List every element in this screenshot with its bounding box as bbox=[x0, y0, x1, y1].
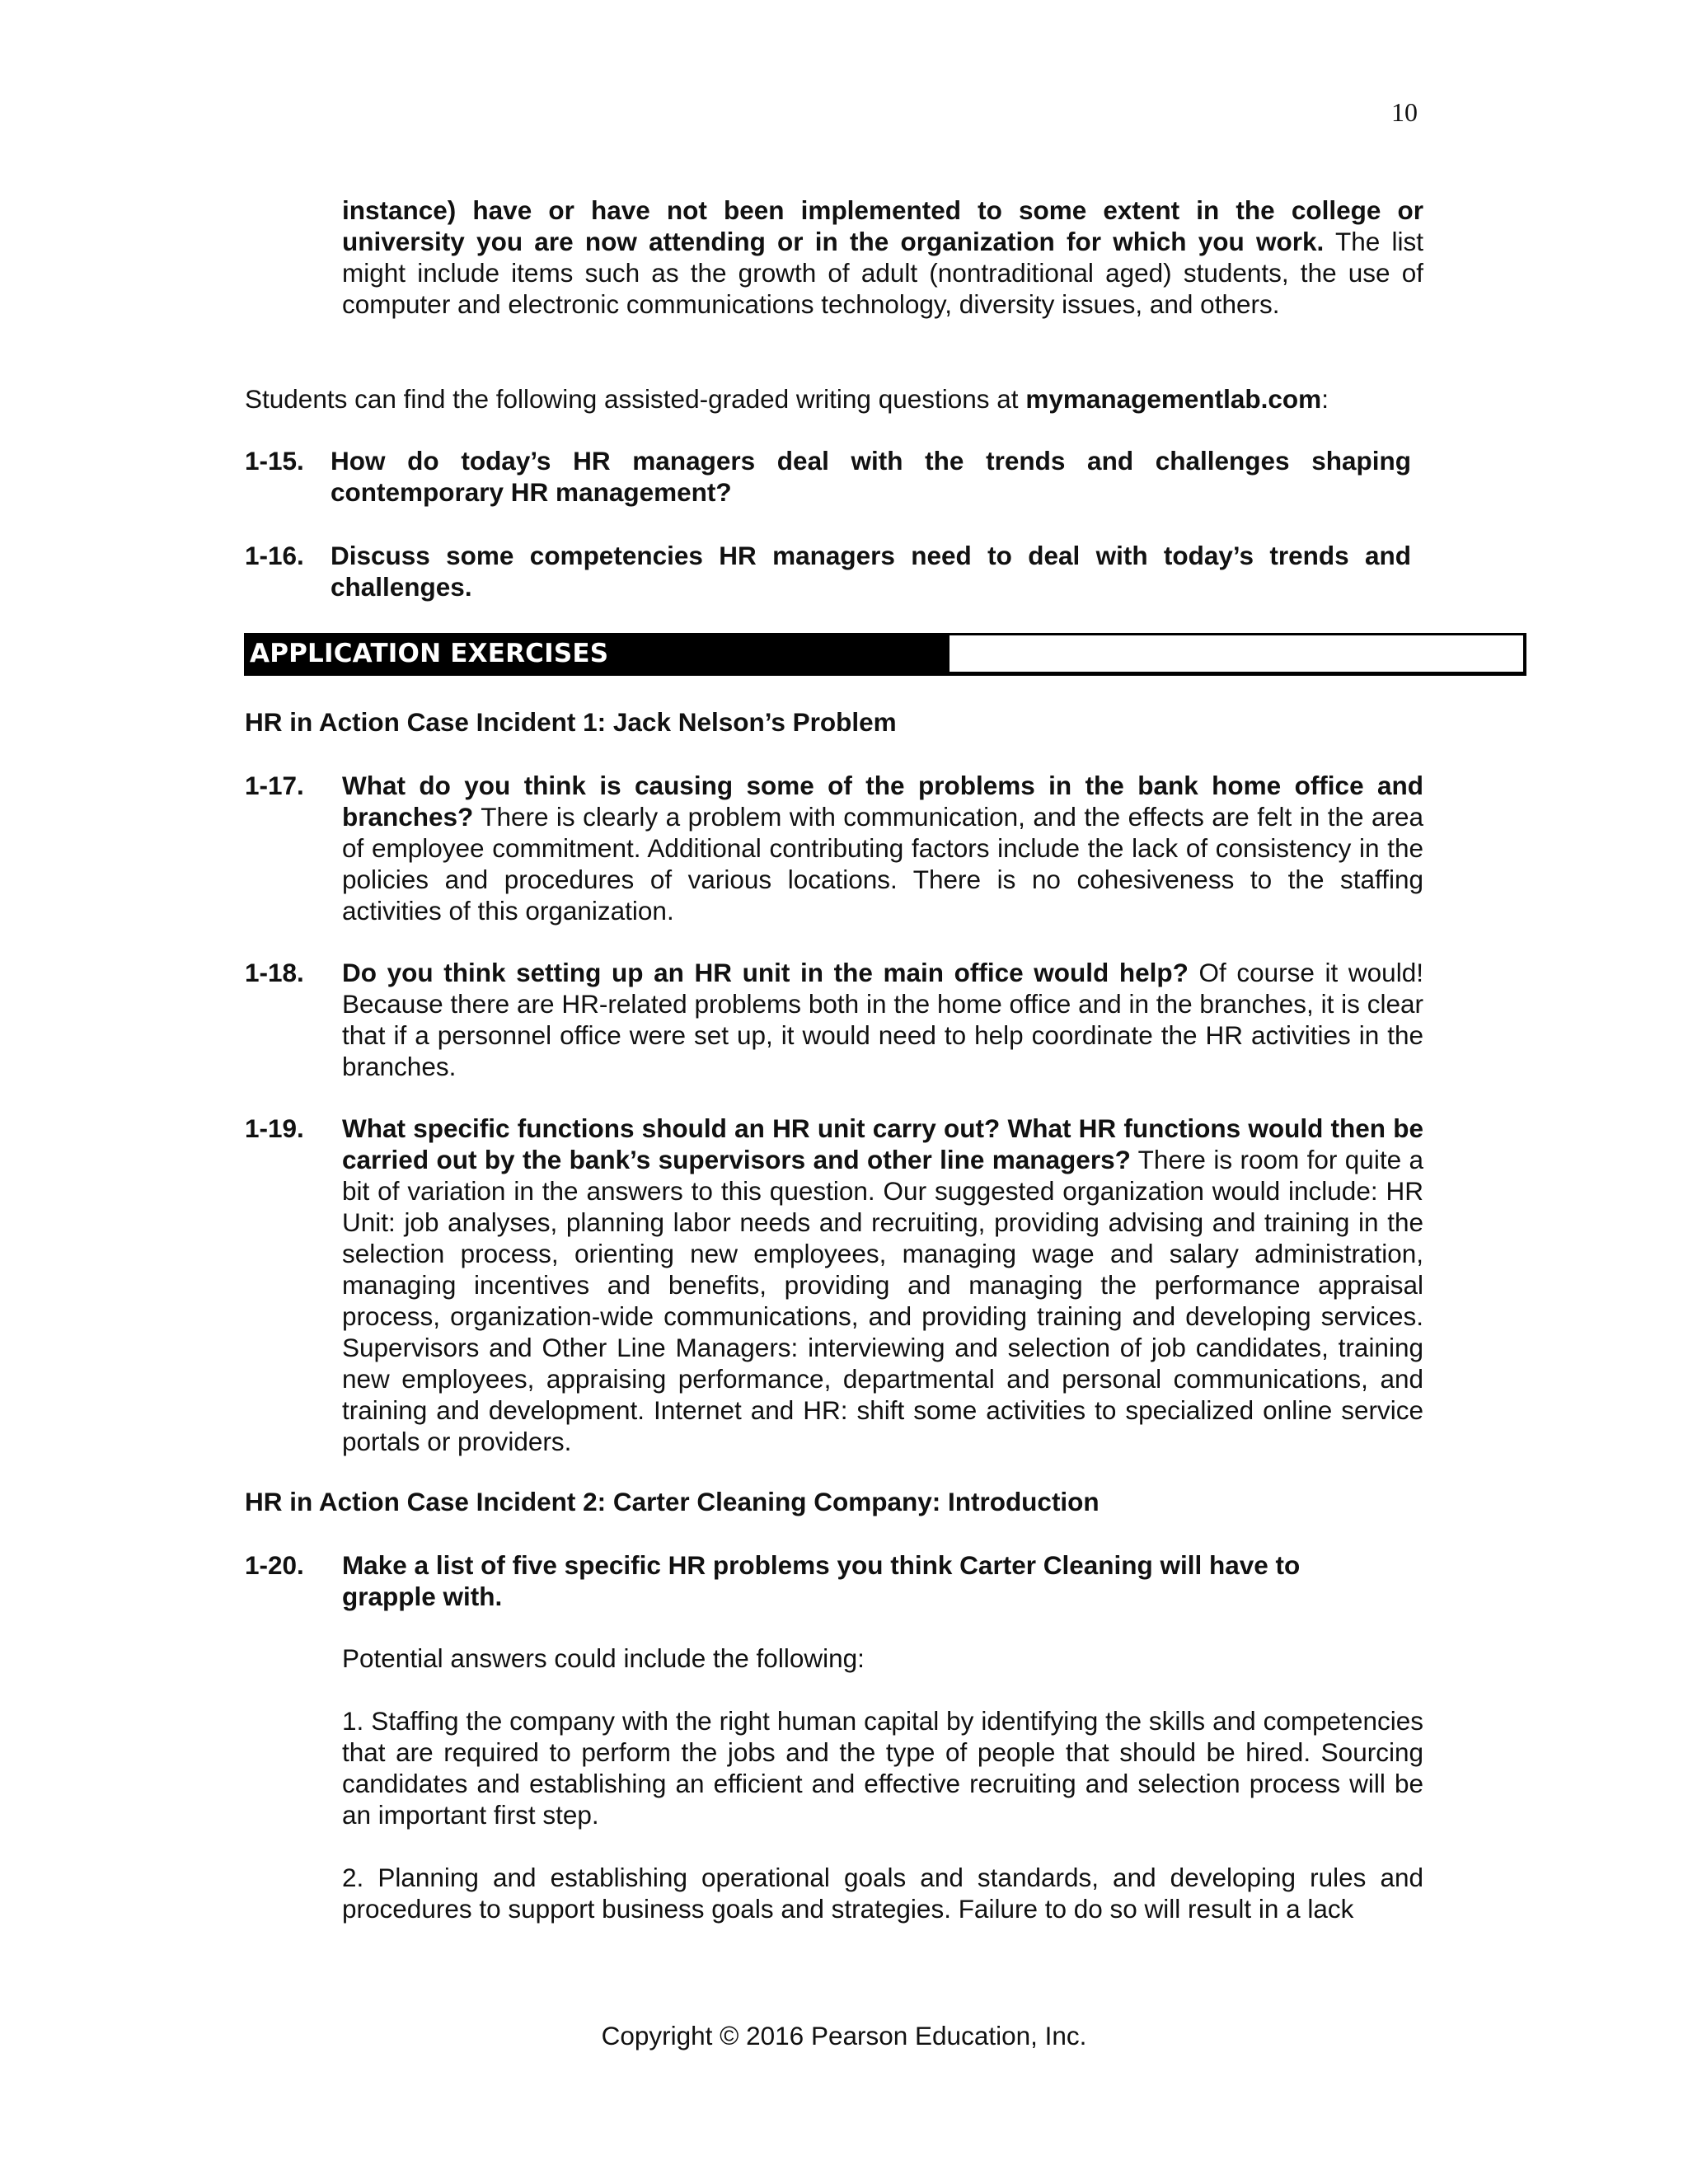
question-number: 1-16. bbox=[245, 541, 304, 570]
case-2-title: HR in Action Case Incident 2: Carter Cleaning Company: Introduction bbox=[245, 1487, 1100, 1516]
answer-text: There is room for quite a bit of variation in the answers to this question. Our suggested organization would include: HR Unit: job analyses, planning labor needs and recruiting, providing advising and training in the selection process, orienting new employees, managing wage and salary administration, managing incentives and benefits, providing and managing the performance appraisal process, organization-wide communications, and providing training and developing services. Supervisors and Other Line Managers: interviewing and selection of job candidates, training new employees, appraising performance, departmental and personal communications, and training and development. Internet and HR: shift some activities to specialized online service portals or providers. bbox=[342, 1145, 1423, 1456]
section-heading: APPLICATION EXERCISES bbox=[250, 639, 609, 668]
question-paragraph bbox=[342, 957, 1423, 1082]
section-heading-bar bbox=[244, 633, 1526, 676]
answer-item-2: 2. Planning and establishing operational goals and standards, and developing rules and procedures to support business goals and strategies. Failure to do so will result in a lack bbox=[342, 1863, 1423, 1924]
question-number: 1-15. bbox=[245, 446, 304, 476]
continuation-paragraph bbox=[342, 194, 1423, 320]
writing-questions-intro bbox=[245, 383, 1440, 415]
continuation-bold-text: instance) have or have not been implemented to some extent in the college or university you are now attending or in the organization for which you work. bbox=[342, 195, 1423, 256]
answer-text: Of course it would! Because there are HR-related problems both in the home office and in the branches, it is clear that if a personnel office were set up, it would need to help coordinate the HR activities in the branches. bbox=[342, 958, 1423, 1081]
question-number: 1-17. bbox=[245, 771, 304, 800]
intro-suffix: : bbox=[1321, 384, 1329, 414]
case-1-title: HR in Action Case Incident 1: Jack Nelson’s Problem bbox=[245, 707, 897, 737]
intro-prefix: Students can find the following assisted-graded writing questions at bbox=[245, 384, 1026, 414]
question-number: 1-20. bbox=[245, 1550, 304, 1580]
question-text: Make a list of five specific HR problems you think Carter Cleaning will have to grapple with. bbox=[342, 1550, 1301, 1611]
question-number: 1-18. bbox=[245, 958, 304, 987]
answer-item-1: 1. Staffing the company with the right human capital by identifying the skills and competencies that are required to perform the jobs and the type of people that should be hired. Sourcing candidates and establishing an efficient and effective recruiting and selection process will be an important first step. bbox=[342, 1706, 1423, 1830]
question-text: How do today’s HR managers deal with the trends and challenges shaping contemporary HR management? bbox=[331, 446, 1411, 507]
intro-site: mymanagementlab.com bbox=[1025, 384, 1322, 414]
question-paragraph bbox=[342, 770, 1423, 926]
answer-lead: Potential answers could include the following: bbox=[342, 1643, 865, 1673]
question-number: 1-19. bbox=[245, 1113, 304, 1143]
answer-text: There is clearly a problem with communication, and the effects are felt in the area of employee commitment. Additional contributing factors include the lack of consistency in the policies and procedures of various locations. There is no cohesiveness to the staffing activities of this organization. bbox=[342, 802, 1423, 926]
continuation-plain-text: The list might include items such as the growth of adult (nontraditional aged) students, the use of computer and electronic communications technology, diversity issues, and others. bbox=[342, 227, 1423, 319]
question-paragraph bbox=[342, 1113, 1423, 1457]
question-text: Do you think setting up an HR unit in the main office would help? bbox=[342, 958, 1189, 987]
question-text: What do you think is causing some of the problems in the bank home office and branches? bbox=[342, 771, 1423, 832]
copyright-footer: Copyright © 2016 Pearson Education, Inc. bbox=[601, 2021, 1087, 2050]
page-number: 10 bbox=[1391, 97, 1418, 127]
question-text: Discuss some competencies HR managers need to deal with today’s trends and challenges. bbox=[331, 541, 1411, 602]
question-text: What specific functions should an HR unit carry out? What HR functions would then be carried out by the bank’s supervisors and other line managers? bbox=[342, 1113, 1423, 1174]
